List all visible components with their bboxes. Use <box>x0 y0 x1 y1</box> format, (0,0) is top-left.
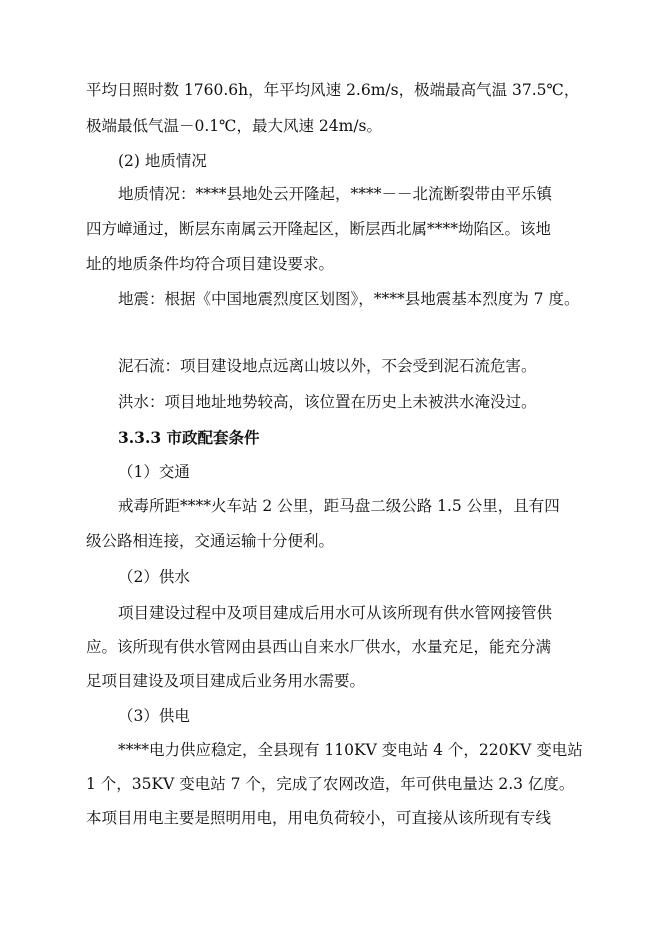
paragraph-line: 应。该所现有供水管网由县西山自来水厂供水，水量充足，能充分满 <box>86 638 552 656</box>
subsection-heading: （1）交通 <box>118 463 190 481</box>
paragraph-line: 极端最低气温－0.1℃，最大风速 24m/s。 <box>86 117 383 135</box>
paragraph-line: 项目建设过程中及项目建成后用水可从该所现有供水管网接管供 <box>118 604 553 622</box>
paragraph-line: 地质情况：****县地处云开隆起，****－－北流断裂带由平乐镇 <box>118 185 553 203</box>
subsection-heading: （2）供水 <box>118 568 190 586</box>
paragraph-line: 1 个，35KV 变电站 7 个，完成了农网改造，年可供电量达 2.3 亿度。 <box>86 775 575 793</box>
subsection-heading: （3）供电 <box>118 707 190 725</box>
paragraph-line: 四方嶂通过，断层东南属云开隆起区，断层西北属****坳陷区。该地 <box>86 220 552 238</box>
paragraph-line: 泥石流：项目建设地点远离山坡以外，不会受到泥石流危害。 <box>118 357 537 375</box>
section-heading: 3.3.3 市政配套条件 <box>118 428 260 447</box>
paragraph-line: 足项目建设及项目建成后业务用水需要。 <box>86 672 366 690</box>
paragraph-line: 地震：根据《中国地震烈度区划图》，****县地震基本烈度为 7 度。 <box>118 290 580 308</box>
paragraph-line: 级公路相连接，交通运输十分便利。 <box>86 532 335 550</box>
subsection-heading: (2) 地质情况 <box>118 152 207 170</box>
paragraph-line: 戒毒所距****火车站 2 公里，距马盘二级公路 1.5 公里，且有四 <box>118 497 560 515</box>
paragraph-line: ****电力供应稳定，全县现有 110KV 变电站 4 个，220KV 变电站 <box>118 741 583 759</box>
paragraph-line: 本项目用电主要是照明用电，用电负荷较小，可直接从该所现有专线 <box>86 809 552 827</box>
paragraph-line: 洪水：项目地址地势较高，该位置在历史上未被洪水淹没过。 <box>118 393 537 411</box>
paragraph-line: 址的地质条件均符合项目建设要求。 <box>86 255 335 273</box>
paragraph-line: 平均日照时数 1760.6h，年平均风速 2.6m/s，极端最高气温 37.5℃， <box>86 81 580 99</box>
